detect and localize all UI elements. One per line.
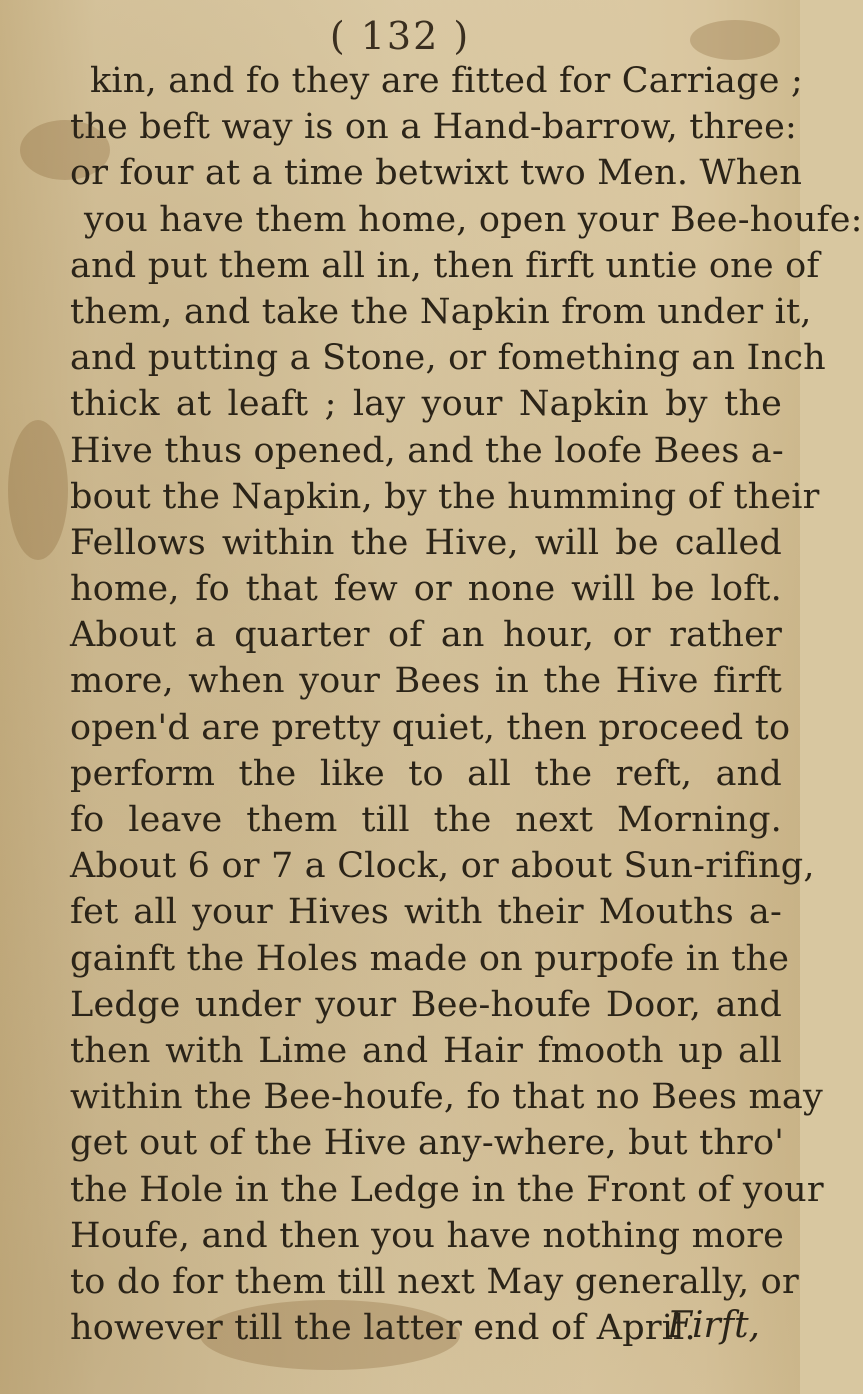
text-line: the beft way is on a Hand-barrow, three:: [70, 107, 798, 148]
text-line: About 6 or 7 a Clock, or about Sun-rifing,: [70, 846, 815, 887]
text-line: within the Bee-houfe, fo that no Bees may: [70, 1077, 823, 1118]
text-line: About a quarter of an hour, or rather: [70, 615, 782, 656]
text-line: and put them all in, then firft untie one of: [70, 245, 820, 286]
text-line: more, when your Bees in the Hive firft: [70, 661, 782, 702]
text-line: fet all your Hives with their Mouths a-: [70, 892, 782, 933]
page-number: ( 132 ): [329, 14, 471, 58]
text-line: Houfe, and then you have nothing more: [70, 1215, 785, 1256]
text-line: the Hole in the Ledge in the Front of your: [70, 1169, 824, 1210]
text-line: to do for them till next May generally, or: [70, 1261, 799, 1302]
text-line: get out of the Hive any-where, but thro': [70, 1123, 785, 1164]
text-line: gainft the Holes made on purpofe in the: [70, 938, 790, 979]
text-line: you have them home, open your Bee-houfe:: [84, 199, 863, 240]
text-line: Ledge under your Bee-houfe Door, and: [70, 984, 782, 1025]
text-line: bout the Napkin, by the humming of their: [70, 476, 820, 517]
text-line: however till the latter end of April.: [70, 1308, 696, 1349]
catchword: Firft,: [667, 1305, 760, 1346]
text-line: Fellows within the Hive, will be called: [70, 522, 782, 563]
text-line: them, and take the Napkin from under it,: [70, 291, 812, 332]
text-line: fo leave them till the next Morning.: [70, 800, 782, 840]
text-line: open'd are pretty quiet, then proceed to: [70, 707, 791, 748]
body-text: [60, 58, 863, 1351]
text-line: thick at leaft ; lay your Napkin by the: [70, 384, 782, 425]
text-line: and putting a Stone, or fomething an Inch: [70, 338, 826, 379]
text-line: then with Lime and Hair fmooth up all: [70, 1030, 782, 1071]
text-line: Hive thus opened, and the loofe Bees a-: [70, 430, 784, 471]
text-line: home, fo that few or none will be loft.: [70, 569, 782, 610]
text-line: kin, and fo they are fitted for Carriage ;: [90, 61, 803, 101]
paper-stain: [8, 420, 68, 560]
text-line: perform the like to all the reft, and: [70, 753, 782, 794]
text-line: or four at a time betwixt two Men. When: [70, 153, 803, 194]
